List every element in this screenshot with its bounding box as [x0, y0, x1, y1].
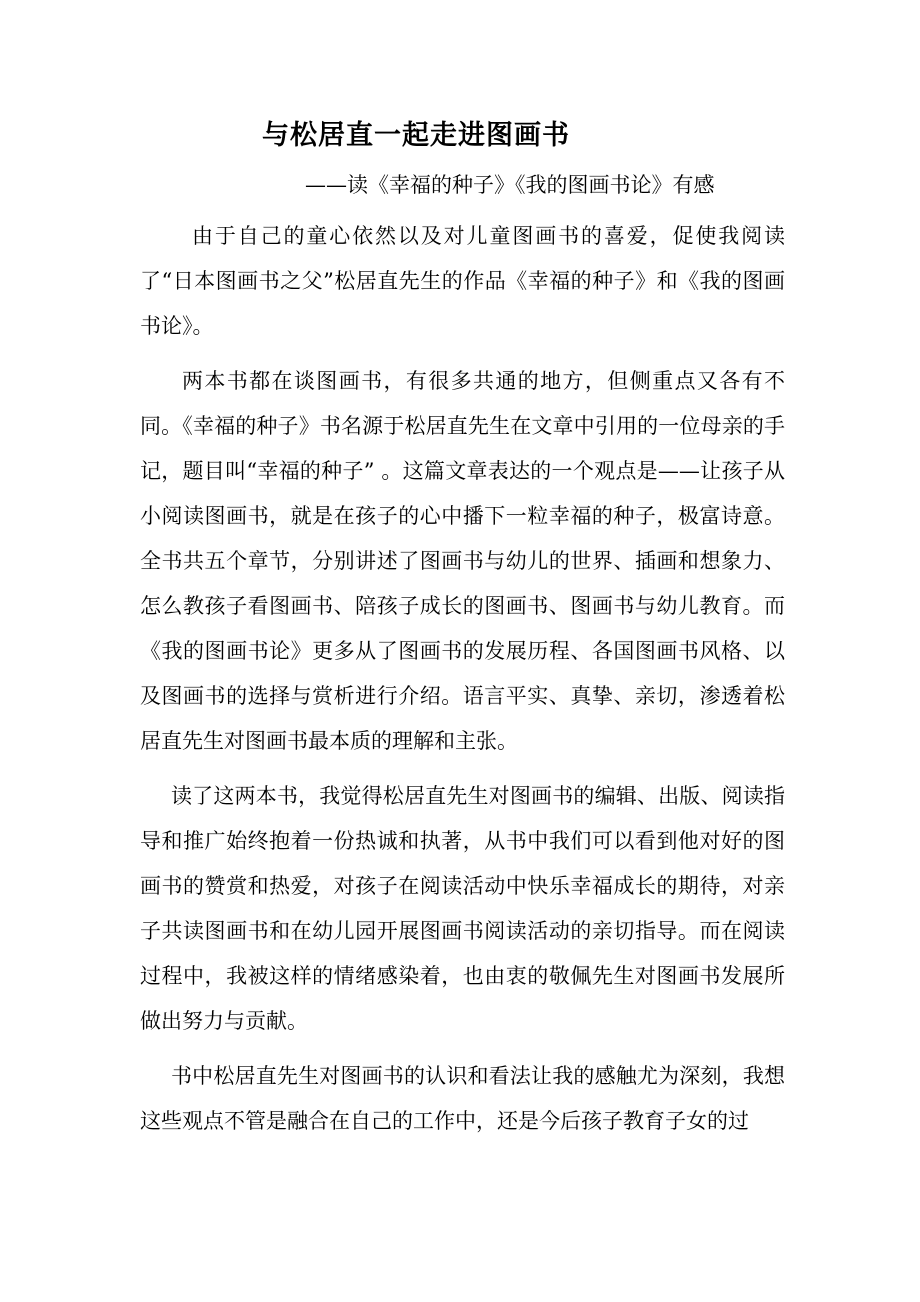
paragraph-4: 书中松居直先生对图画书的认识和看法让我的感触尤为深刻，我想这些观点不管是融合在自己的工作中，还是今后孩子教育子女的过 — [140, 1064, 785, 1133]
paragraph-2: 两本书都在谈图画书，有很多共通的地方，但侧重点又各有不同。《幸福的种子》书名源于松居直先生在文章中引用的一位母亲的手记，题目叫“幸福的种子” 。这篇文章表达的一个观点是——让孩子从小阅读图画书，就是在孩子的心中播下一粒幸福的种子，极富诗意。全书共五个章节，分别讲述了图画书与幼儿的世界、插画和想象力、怎么教孩子看图画书、陪孩子成长的图画书、图画书与幼儿教育。而《我的图画书论》更多从了图画书的发展历程、各国图画书风格、以及图画书的选择与赏析进行介绍。语言平实、真挚、亲切，渗透着松居直先生对图画书最本质的理解和主张。 — [140, 369, 785, 753]
document-body — [140, 214, 785, 1154]
paragraph-1: 由于自己的童心依然以及对儿童图画书的喜爱，促使我阅读了“日本图画书之父”松居直先生的作品《幸福的种子》和《我的图画书论》。 — [140, 224, 785, 338]
document-subtitle: ——读《幸福的种子》《我的图画书论》有感 — [305, 173, 715, 197]
document-title: 与松居直一起走进图画书 — [262, 120, 570, 151]
paragraph-3: 读了这两本书，我觉得松居直先生对图画书的编辑、出版、阅读指导和推广始终抱着一份热诚和执著，从书中我们可以看到他对好的图画书的赞赏和热爱，对孩子在阅读活动中快乐幸福成长的期待，对亲子共读图画书和在幼儿园开展图画书阅读活动的亲切指导。而在阅读过程中，我被这样的情绪感染着，也由衷的敬佩先生对图画书发展所做出努力与贡献。 — [140, 784, 785, 1033]
